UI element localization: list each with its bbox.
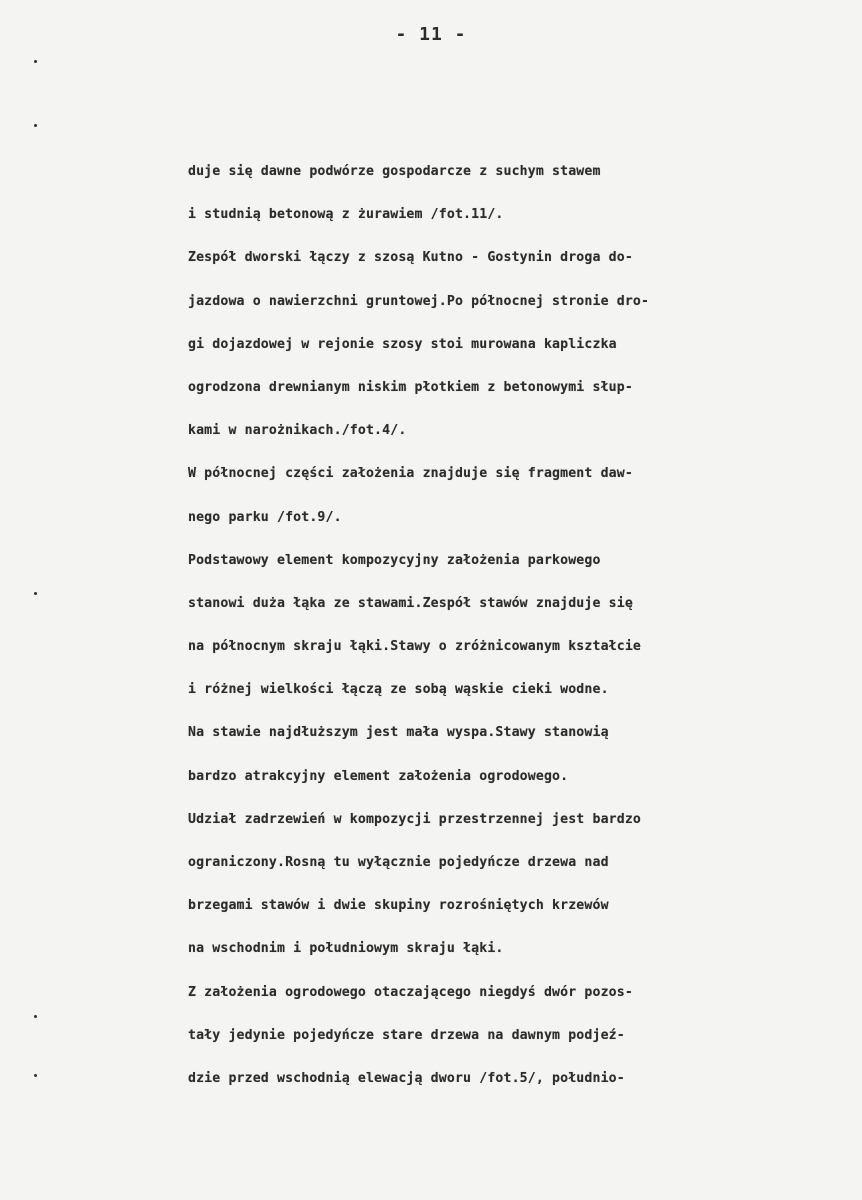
text-line: i studnią betonową z żurawiem /fot.11/. xyxy=(188,207,504,223)
text-line: Podstawowy element kompozycyjny założenia parkowego xyxy=(188,552,601,568)
margin-mark xyxy=(34,60,37,63)
page-number: - 11 - xyxy=(395,24,467,45)
margin-mark xyxy=(34,592,37,595)
text-line: gi dojazdowej w rejonie szosy stoi murowana kapliczka xyxy=(188,336,617,352)
text-line: Na stawie najdłuższym jest mała wyspa.Stawy stanowią xyxy=(188,725,609,741)
text-line: na północnym skraju łąki.Stawy o zróżnicowanym kształcie xyxy=(188,639,642,655)
text-line: i różnej wielkości łączą ze sobą wąskie cieki wodne. xyxy=(188,682,609,698)
text-line: Z założenia ogrodowego otaczającego niegdyś dwór pozos- xyxy=(188,984,633,1000)
text-line: Udział zadrzewień w kompozycji przestrzennej jest bardzo xyxy=(188,811,642,827)
text-line: bardzo atrakcyjny element założenia ogrodowego. xyxy=(188,768,569,784)
text-line: ogrodzona drewnianym niskim płotkiem z betonowymi słup- xyxy=(188,379,633,395)
margin-mark xyxy=(34,124,37,127)
text-line: jazdowa o nawierzchni gruntowej.Po północnej stronie dro- xyxy=(188,293,650,309)
text-line: na wschodnim i południowym skraju łąki. xyxy=(188,941,504,957)
text-line: dzie przed wschodnią elewacją dworu /fot.5/, południo- xyxy=(188,1070,625,1086)
typed-body-text xyxy=(188,157,828,1107)
margin-mark xyxy=(34,1015,37,1018)
margin-mark xyxy=(34,1074,37,1077)
text-line: brzegami stawów i dwie skupiny rozrośniętych krzewów xyxy=(188,898,609,914)
text-line: kami w narożnikach./fot.4/. xyxy=(188,423,407,439)
text-line: nego parku /fot.9/. xyxy=(188,509,342,525)
text-line: ograniczony.Rosną tu wyłącznie pojedyńcze drzewa nad xyxy=(188,855,609,870)
text-line: duje się dawne podwórze gospodarcze z suchym stawem xyxy=(188,164,601,179)
text-line: W północnej części założenia znajduje się fragment daw- xyxy=(188,466,633,482)
text-line: Zespół dworski łączy z szosą Kutno - Gostynin droga do- xyxy=(188,250,633,266)
text-line: tały jedynie pojedyńcze stare drzewa na dawnym podjeź- xyxy=(188,1027,625,1043)
text-line: stanowi duża łąka ze stawami.Zespół stawów znajduje się xyxy=(188,595,633,611)
